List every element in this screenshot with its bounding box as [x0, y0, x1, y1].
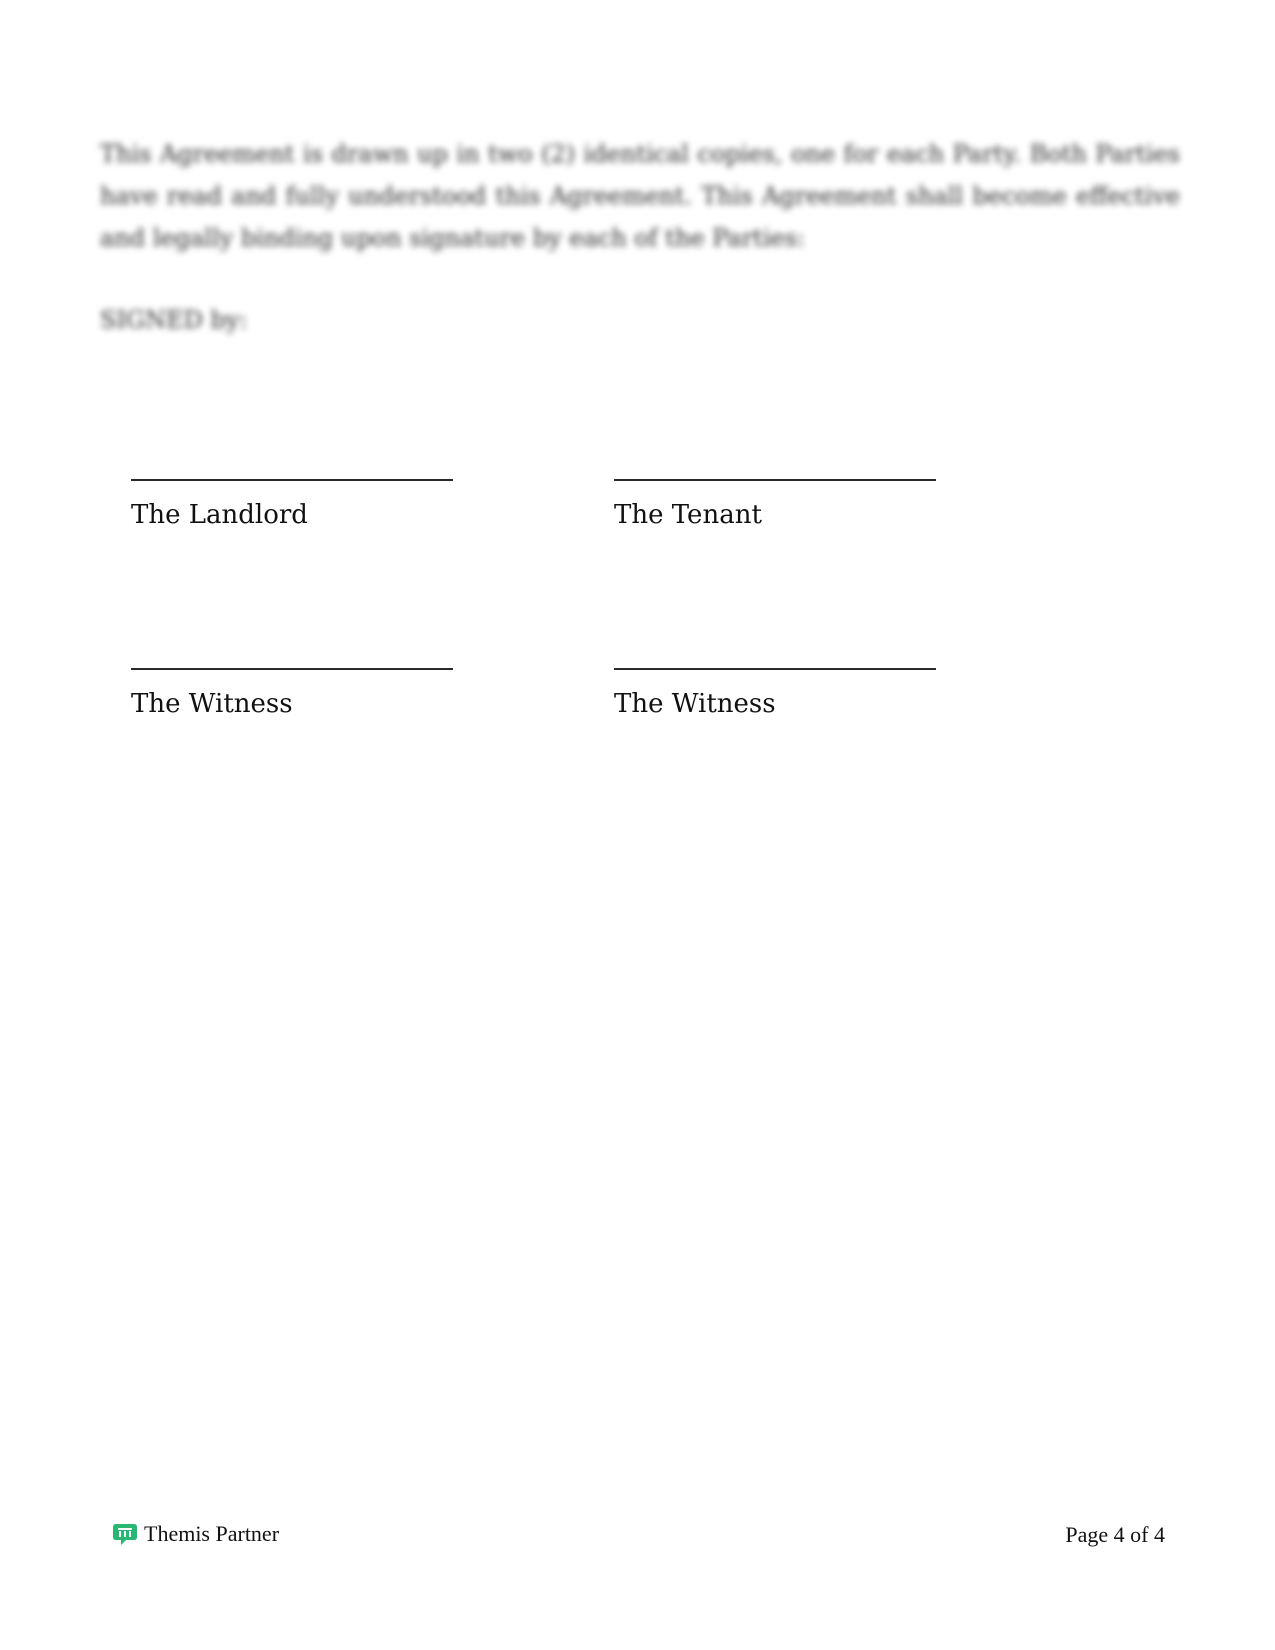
agreement-closing-paragraph: This Agreement is drawn up in two (2) identical copies, one for each Party. Both Parties have read and fully understood this Agreement. This Agreement shall become effective and legally binding upon signature by each of the Parties:	[100, 140, 1180, 252]
landlord-signature-block	[131, 479, 461, 531]
witness-right-signature-line	[614, 668, 936, 670]
landlord-label: The Landlord	[131, 500, 308, 530]
witness-left-signature-block	[131, 668, 461, 720]
tenant-signature-line	[614, 479, 936, 481]
landlord-signature-line	[131, 479, 453, 481]
witness-left-label: The Witness	[131, 689, 293, 719]
brand-name: Themis Partner	[144, 1521, 280, 1546]
footer-brand	[112, 1521, 279, 1547]
signed-by-label: SIGNED by:	[100, 306, 248, 334]
witness-right-signature-block	[614, 668, 944, 720]
page-indicator: Page 4 of 4	[1065, 1522, 1165, 1547]
witness-right-label: The Witness	[614, 689, 776, 719]
witness-left-signature-line	[131, 668, 453, 670]
tenant-signature-block	[614, 479, 944, 531]
tenant-label: The Tenant	[614, 500, 762, 530]
themis-logo-icon	[112, 1522, 138, 1546]
